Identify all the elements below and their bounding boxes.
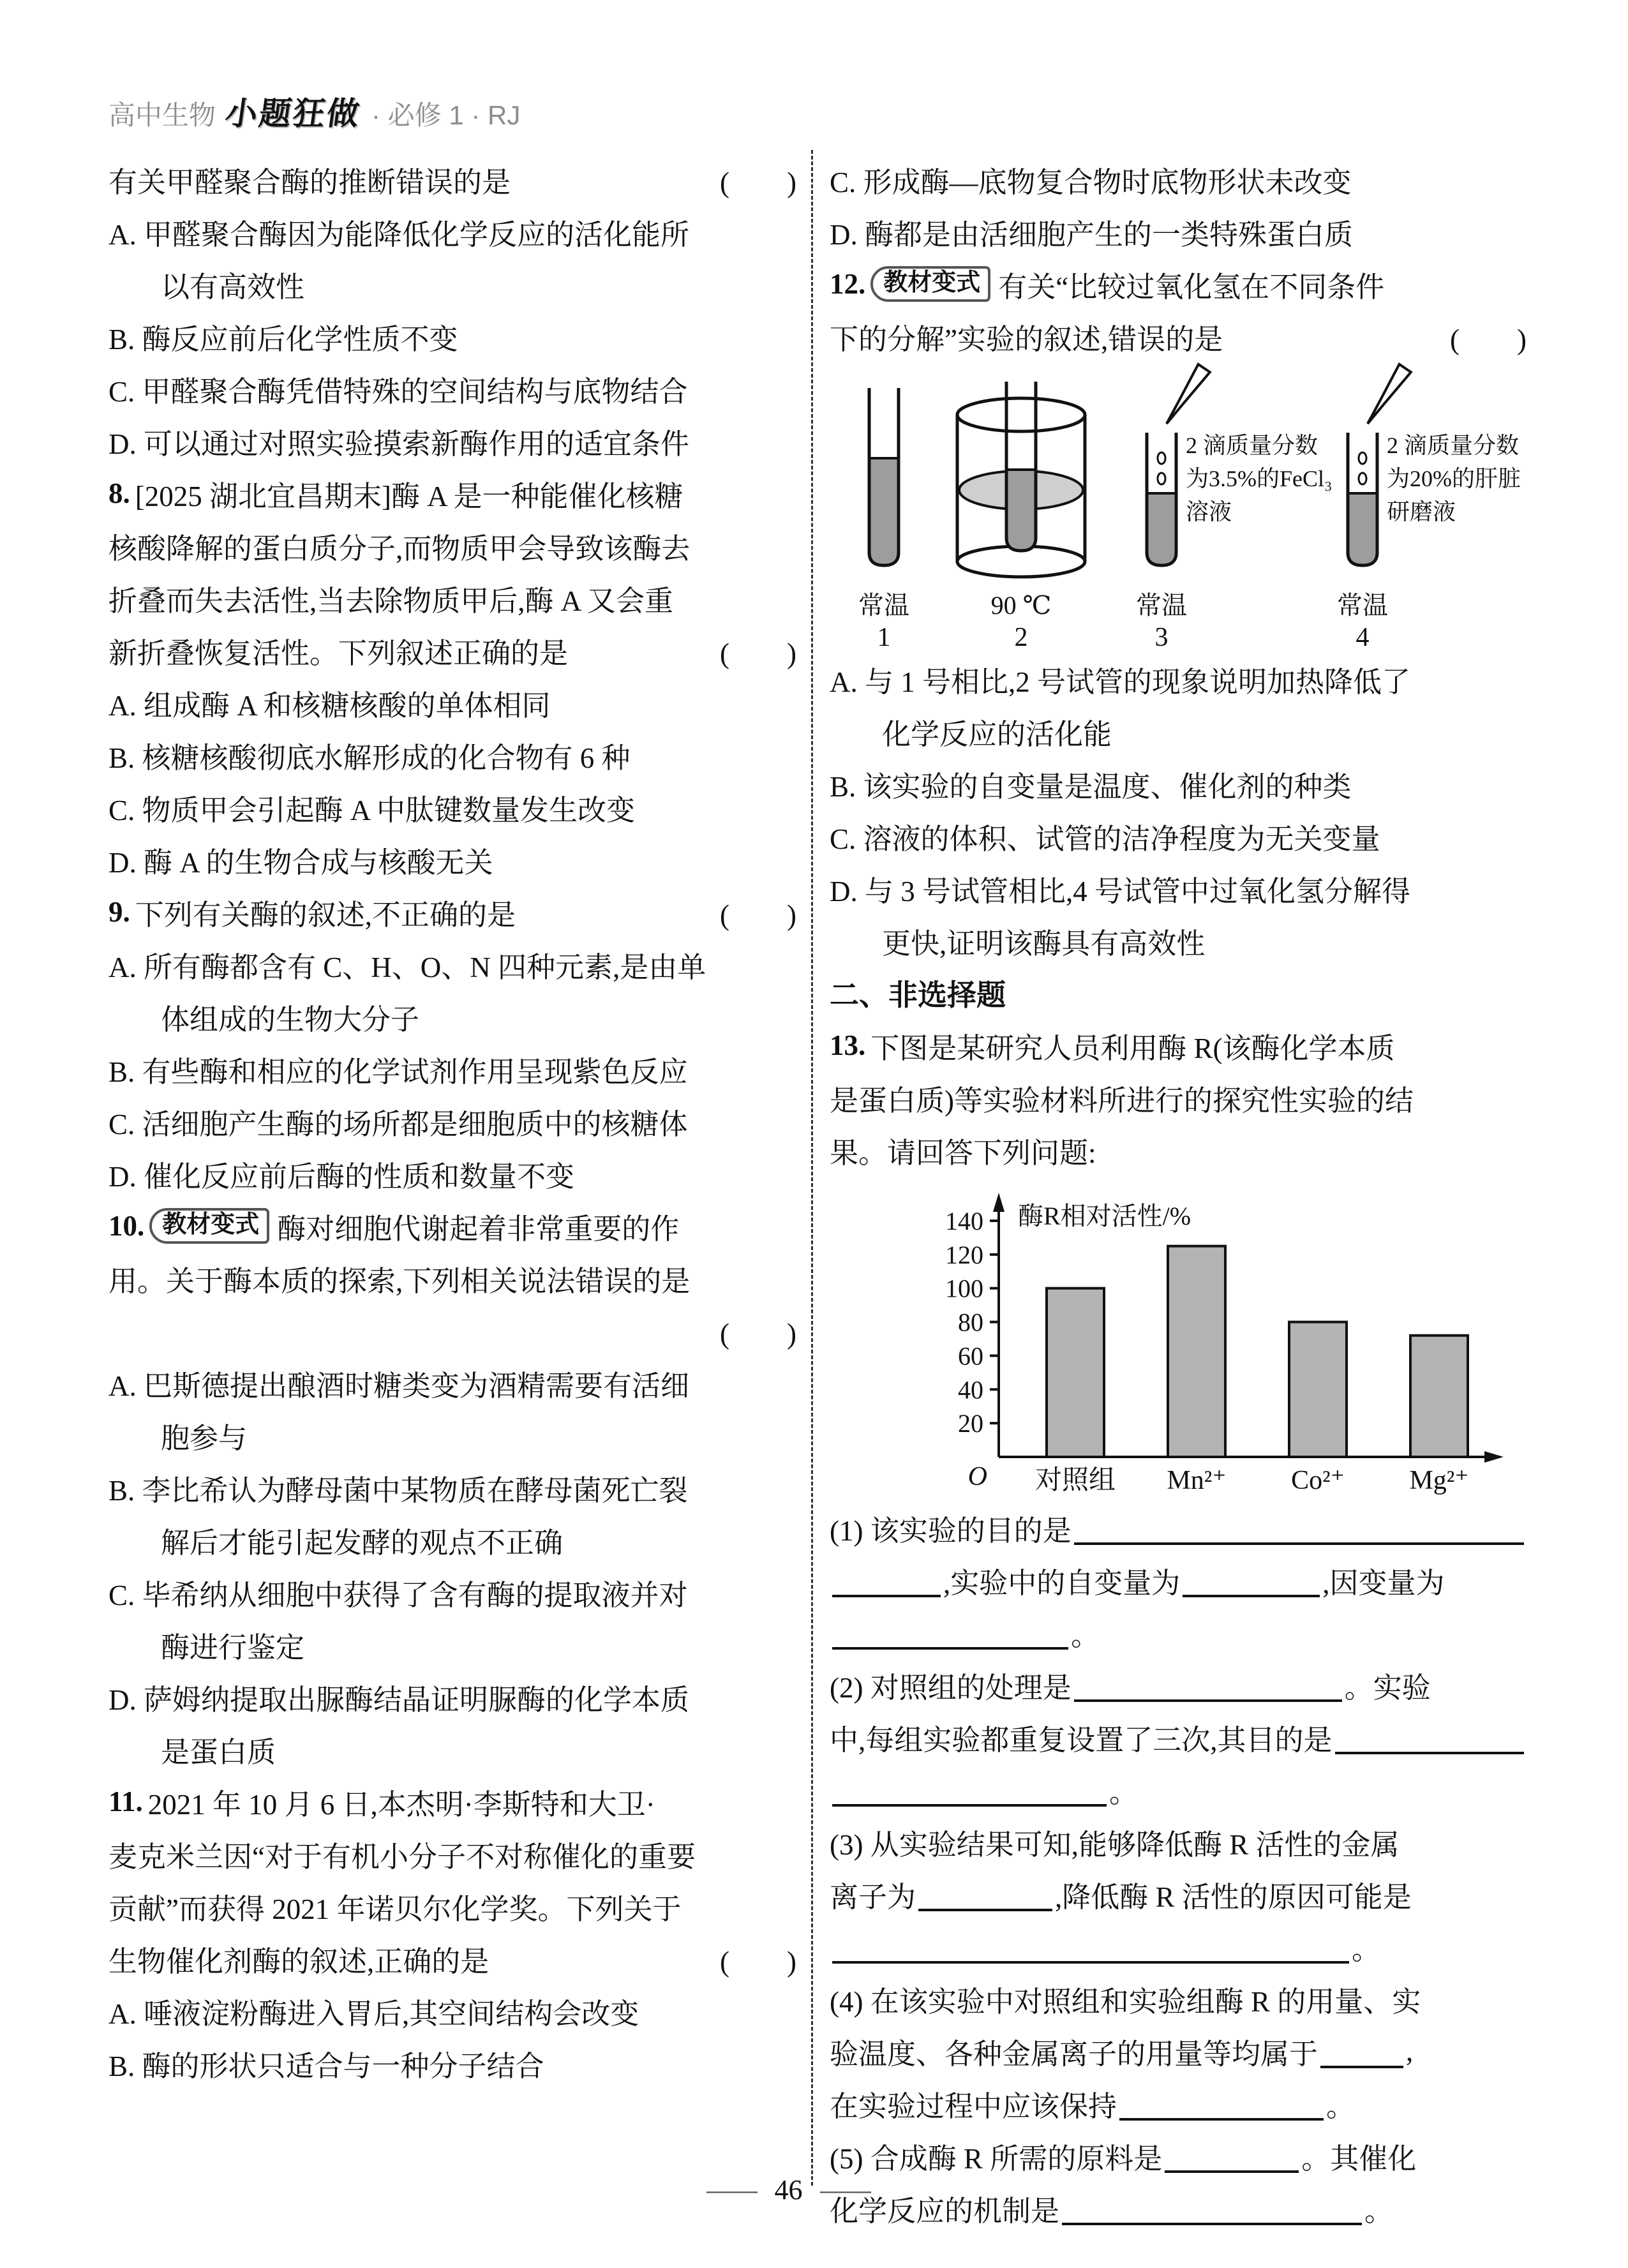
text-run: 酶进行鉴定	[161, 1631, 305, 1664]
answer-blank	[1183, 1593, 1320, 1597]
text-line	[108, 1461, 796, 1514]
text-run: A. 与 1 号相比,2 号试管的现象说明加热降低了	[830, 666, 1410, 698]
text-run: A. 甲醛聚合酶因为能降低化学反应的活化能所	[108, 218, 689, 251]
answer-blank	[1074, 1698, 1342, 1702]
reagent-label: 为3.5%的FeCl₃	[1186, 466, 1333, 491]
answer-bracket: ( )	[720, 899, 796, 931]
text-run: 。其催化	[1301, 2142, 1417, 2175]
question-number: 12.	[830, 268, 866, 300]
text-line	[830, 2077, 1527, 2130]
text-run: B. 有些酶和相应的化学试剂作用呈现紫色反应	[108, 1056, 688, 1088]
text-line	[108, 572, 796, 624]
reagent-label: 2 滴质量分数	[1186, 433, 1318, 458]
text-line	[830, 1554, 1527, 1606]
y-tick-label: 140	[945, 1207, 983, 1235]
textbook-variant-badge: 教材变式	[870, 266, 990, 302]
test-tube-2	[957, 382, 1085, 650]
header-brand-logo: 小题狂做	[223, 96, 364, 131]
column-divider	[811, 150, 813, 2186]
text-run: 核酸降解的蛋白质分子,而物质甲会导致该酶去	[108, 532, 691, 565]
text-run: D. 酶 A 的生物合成与核酸无关	[108, 846, 493, 879]
reagent-label: 溶液	[1186, 499, 1232, 525]
text-run: 体组成的生物大分子	[161, 1003, 420, 1036]
text-run: C. 溶液的体积、试管的洁净程度为无关变量	[830, 823, 1380, 855]
y-axis-label: 酶R相对活性/%	[1018, 1202, 1191, 1230]
text-line	[830, 1868, 1527, 1920]
answer-blank	[1165, 2169, 1299, 2173]
text-line	[830, 1071, 1527, 1124]
text-line	[830, 914, 1527, 967]
text-run: B. 该实验的自变量是温度、催化剂的种类	[830, 770, 1352, 803]
y-tick-label: 80	[958, 1308, 983, 1337]
text-line	[108, 781, 796, 833]
text-line	[108, 886, 796, 938]
left-column	[108, 153, 796, 2089]
text-line	[830, 1711, 1527, 1763]
answer-blank	[832, 1646, 1068, 1650]
text-line	[830, 1124, 1527, 1176]
text-line	[108, 1304, 796, 1357]
text-line	[108, 1880, 796, 1932]
drop-icon	[1158, 473, 1165, 484]
text-line	[108, 1043, 796, 1095]
text-line	[108, 1723, 796, 1775]
question-number: 8.	[108, 477, 130, 509]
drop-icon	[1158, 452, 1165, 464]
drop-icon	[1359, 452, 1366, 464]
text-line	[830, 705, 1527, 757]
right-column	[830, 153, 1527, 2234]
text-run: C. 物质甲会引起酶 A 中肽键数量发生改变	[108, 794, 636, 826]
x-category-label: 对照组	[1034, 1466, 1116, 1495]
text-run: A. 巴斯德提出酿酒时糖类变为酒精需要有活细	[108, 1369, 689, 1402]
text-run: 。	[1326, 2090, 1355, 2123]
footer-dash-left: —	[706, 2174, 758, 2205]
text-run: 在实验过程中应该保持	[830, 2090, 1117, 2123]
text-run: D. 萨姆纳提取出脲酶结晶证明脲酶的化学本质	[108, 1683, 689, 1716]
question12-figure	[830, 362, 1527, 653]
text-line	[108, 1357, 796, 1409]
text-run: 用。关于酶本质的探索,下列相关说法错误的是	[108, 1265, 691, 1297]
text-line	[830, 2025, 1527, 2077]
bar-Mg²⁺	[1410, 1336, 1468, 1457]
textbook-variant-badge: 教材变式	[149, 1208, 269, 1244]
x-axis-arrow	[1484, 1451, 1504, 1463]
test-tube-3	[1136, 364, 1333, 650]
text-run: 。	[1071, 1619, 1100, 1652]
text-line	[108, 1985, 796, 2037]
text-run: C. 形成酶—底物复合物时底物形状未改变	[830, 166, 1352, 198]
bar-Mn²⁺	[1168, 1246, 1225, 1457]
x-category-label: Mg²⁺	[1409, 1466, 1469, 1495]
answer-blank	[832, 1960, 1349, 1964]
dropper-icon	[1161, 364, 1210, 428]
answer-bracket: ( )	[720, 166, 796, 198]
drop-icon	[1359, 473, 1366, 484]
answer-bracket: ( )	[1450, 323, 1527, 355]
text-run: 是蛋白质	[161, 1736, 276, 1768]
origin-label: O	[967, 1462, 987, 1491]
text-line	[108, 362, 796, 415]
answer-bracket: ( )	[720, 1317, 796, 1350]
text-run: 贡献”而获得 2021 年诺贝尔化学奖。下列关于	[108, 1893, 682, 1925]
answer-blank	[1119, 2117, 1324, 2121]
text-line	[108, 310, 796, 362]
activity-bar-chart	[830, 1176, 1525, 1498]
page-header	[108, 88, 520, 134]
text-line	[830, 1659, 1527, 1711]
text-run: C. 甲醛聚合酶凭借特殊的空间结构与底物结合	[108, 375, 688, 408]
text-line	[108, 153, 796, 205]
text-run: D. 与 3 号试管相比,4 号试管中过氧化氢分解得	[830, 875, 1410, 907]
tube-number: 1	[877, 623, 891, 650]
answer-blank	[918, 1907, 1052, 1911]
text-run: (3) 从实验结果可知,能够降低酶 R 活性的金属	[830, 1828, 1400, 1861]
text-line	[108, 258, 796, 310]
text-line	[108, 1095, 796, 1147]
text-line	[108, 624, 796, 676]
page-number: 46	[774, 2174, 803, 2205]
text-run: ,因变量为	[1322, 1567, 1445, 1599]
y-tick-label: 60	[958, 1341, 983, 1371]
text-line	[108, 1514, 796, 1566]
text-line	[108, 1252, 796, 1304]
text-line	[830, 258, 1527, 310]
text-run: 是蛋白质)等实验材料所进行的探究性实验的结	[830, 1084, 1414, 1117]
text-run: C. 活细胞产生酶的场所都是细胞质中的核糖体	[108, 1108, 688, 1140]
text-run: 折叠而失去活性,当去除物质甲后,酶 A 又会重	[108, 585, 674, 617]
text-line	[108, 467, 796, 519]
reagent-label: 为20%的肝脏	[1387, 466, 1521, 491]
text-line	[108, 519, 796, 572]
text-run: 下的分解”实验的叙述,错误的是	[830, 323, 1223, 355]
text-line	[830, 205, 1527, 258]
text-run: B. 核糖核酸彻底水解形成的化合物有 6 种	[108, 742, 631, 774]
text-line	[830, 153, 1527, 205]
text-run: 胞参与	[161, 1422, 248, 1454]
dropper-icon	[1362, 364, 1411, 428]
header-edition: · 必修 1 · RJ	[371, 100, 521, 130]
y-tick-label: 40	[958, 1375, 983, 1405]
text-line	[830, 310, 1527, 362]
question-number: 9.	[108, 896, 130, 928]
text-line	[108, 1775, 796, 1828]
text-run: D. 可以通过对照实验摸索新酶作用的适宜条件	[108, 428, 689, 460]
answer-bracket: ( )	[720, 637, 796, 669]
test-tube-4	[1337, 364, 1521, 650]
text-run: 麦克米兰因“对于有机小分子不对称催化的重要	[108, 1840, 696, 1873]
text-run: 。实验	[1344, 1671, 1431, 1704]
text-run: ,	[1406, 2035, 1414, 2067]
text-run: 中,每组实验都重复设置了三次,其目的是	[830, 1724, 1333, 1756]
text-run: 下列有关酶的叙述,不正确的是	[135, 899, 516, 931]
text-line	[108, 1618, 796, 1671]
text-run: 。	[1352, 1933, 1381, 1966]
text-line	[830, 1973, 1527, 2025]
answer-blank	[1074, 1541, 1524, 1545]
text-run: 化学反应的机制是	[830, 2195, 1060, 2227]
text-line	[108, 676, 796, 729]
text-run: 新折叠恢复活性。下列叙述正确的是	[108, 637, 569, 669]
text-run: B. 酶的形状只适合与一种分子结合	[108, 2050, 544, 2082]
text-line	[830, 1920, 1527, 1973]
reagent-label: 2 滴质量分数	[1387, 433, 1520, 458]
text-line	[830, 1606, 1527, 1659]
text-run: A. 组成酶 A 和核糖核酸的单体相同	[108, 689, 551, 722]
y-tick-label: 120	[945, 1240, 983, 1269]
text-line	[108, 1671, 796, 1723]
text-run: 有关甲醛聚合酶的推断错误的是	[108, 166, 511, 198]
text-line	[108, 415, 796, 467]
reagent-label: 研磨液	[1387, 499, 1456, 525]
text-run: A. 唾液淀粉酶进入胃后,其空间结构会改变	[108, 1997, 639, 2030]
page-footer	[0, 2174, 1577, 2206]
section-heading	[830, 967, 1527, 1019]
text-line	[830, 653, 1527, 705]
y-tick-label: 20	[958, 1409, 983, 1438]
text-line	[830, 1019, 1527, 1071]
y-axis-arrow	[993, 1193, 1004, 1212]
bar-Co²⁺	[1289, 1322, 1347, 1457]
text-run: 2021 年 10 月 6 日,本杰明·李斯特和大卫·	[147, 1788, 655, 1821]
text-line	[108, 2037, 796, 2089]
tube-number: 2	[1014, 623, 1028, 650]
tube-temp-label: 常温	[1337, 591, 1388, 620]
text-run: D. 酶都是由活细胞产生的一类特殊蛋白质	[830, 218, 1353, 251]
text-run: (5) 合成酶 R 所需的原料是	[830, 2142, 1163, 2175]
text-run: B. 酶反应前后化学性质不变	[108, 323, 458, 355]
tube-number: 4	[1355, 623, 1370, 650]
text-run: 酶对细胞代谢起着非常重要的作	[277, 1212, 680, 1245]
text-run: B. 李比希认为酵母菌中某物质在酵母菌死亡裂	[108, 1474, 688, 1507]
text-run: 果。请回答下列问题:	[830, 1137, 1096, 1169]
text-line	[108, 938, 796, 990]
test-tube-1	[858, 388, 909, 650]
text-line	[108, 1566, 796, 1618]
tubes-figure	[830, 362, 1525, 650]
text-run: 二、非选择题	[830, 978, 1006, 1011]
text-line	[108, 833, 796, 886]
text-run: 离子为	[830, 1881, 916, 1913]
text-run: [2025 湖北宜昌期末]酶 A 是一种能催化核糖	[135, 480, 683, 512]
text-line	[830, 1763, 1527, 1816]
question-number: 10.	[108, 1210, 145, 1242]
question-number: 11.	[108, 1786, 143, 1817]
answer-bracket: ( )	[720, 1945, 796, 1978]
text-run: A. 所有酶都含有 C、H、O、N 四种元素,是由单	[108, 951, 706, 983]
question-number: 13.	[830, 1029, 866, 1061]
text-line	[108, 729, 796, 781]
text-run: ,实验中的自变量为	[943, 1567, 1181, 1599]
text-run: D. 催化反应前后酶的性质和数量不变	[108, 1160, 574, 1193]
text-run: (2) 对照组的处理是	[830, 1671, 1072, 1704]
text-line	[830, 1816, 1527, 1868]
answer-blank	[832, 1803, 1107, 1807]
tube-temp-label: 常温	[1136, 591, 1187, 620]
text-line	[108, 1828, 796, 1880]
text-line	[108, 990, 796, 1043]
text-run: 以有高效性	[161, 271, 305, 303]
tube-number: 3	[1154, 623, 1169, 650]
text-line	[830, 1502, 1527, 1554]
tube-temp-label: 90 ℃	[990, 591, 1052, 620]
text-run: 解后才能引起发酵的观点不正确	[161, 1526, 564, 1559]
answer-blank	[832, 1593, 941, 1597]
text-run: C. 毕希纳从细胞中获得了含有酶的提取液并对	[108, 1579, 688, 1611]
text-run: 更快,证明该酶具有高效性	[882, 927, 1206, 960]
x-category-label: Co²⁺	[1291, 1466, 1345, 1495]
text-run: 。	[1109, 1776, 1139, 1809]
text-run: 。	[1364, 2195, 1394, 2227]
text-line	[830, 810, 1527, 862]
text-run: 验温度、各种金属离子的用量等均属于	[830, 2038, 1318, 2070]
y-tick-label: 100	[945, 1274, 983, 1303]
text-line	[108, 1200, 796, 1252]
text-line	[108, 1932, 796, 1985]
text-run: ,降低酶 R 活性的原因可能是	[1055, 1881, 1412, 1913]
text-run: 化学反应的活化能	[882, 718, 1112, 750]
text-line	[108, 205, 796, 258]
text-run: (1) 该实验的目的是	[830, 1514, 1072, 1547]
header-subject: 高中生物	[108, 100, 216, 130]
x-category-label: Mn²⁺	[1167, 1466, 1227, 1495]
text-line	[830, 757, 1527, 810]
text-run: 有关“比较过氧化氢在不同条件	[998, 271, 1385, 303]
answer-blank	[1062, 2221, 1362, 2225]
answer-blank	[1335, 1750, 1524, 1754]
text-run: 生物催化剂酶的叙述,正确的是	[108, 1945, 489, 1978]
footer-dash-right: —	[819, 2174, 871, 2205]
bar-对照组	[1047, 1288, 1104, 1457]
text-line	[108, 1409, 796, 1461]
text-run: (4) 在该实验中对照组和实验组酶 R 的用量、实	[830, 1985, 1421, 2018]
answer-blank	[1320, 2064, 1403, 2068]
text-line	[830, 862, 1527, 914]
tube-temp-label: 常温	[858, 591, 909, 620]
text-run: 下图是某研究人员利用酶 R(该酶化学本质	[870, 1032, 1395, 1064]
question13-figure	[830, 1176, 1527, 1502]
text-line	[108, 1147, 796, 1200]
